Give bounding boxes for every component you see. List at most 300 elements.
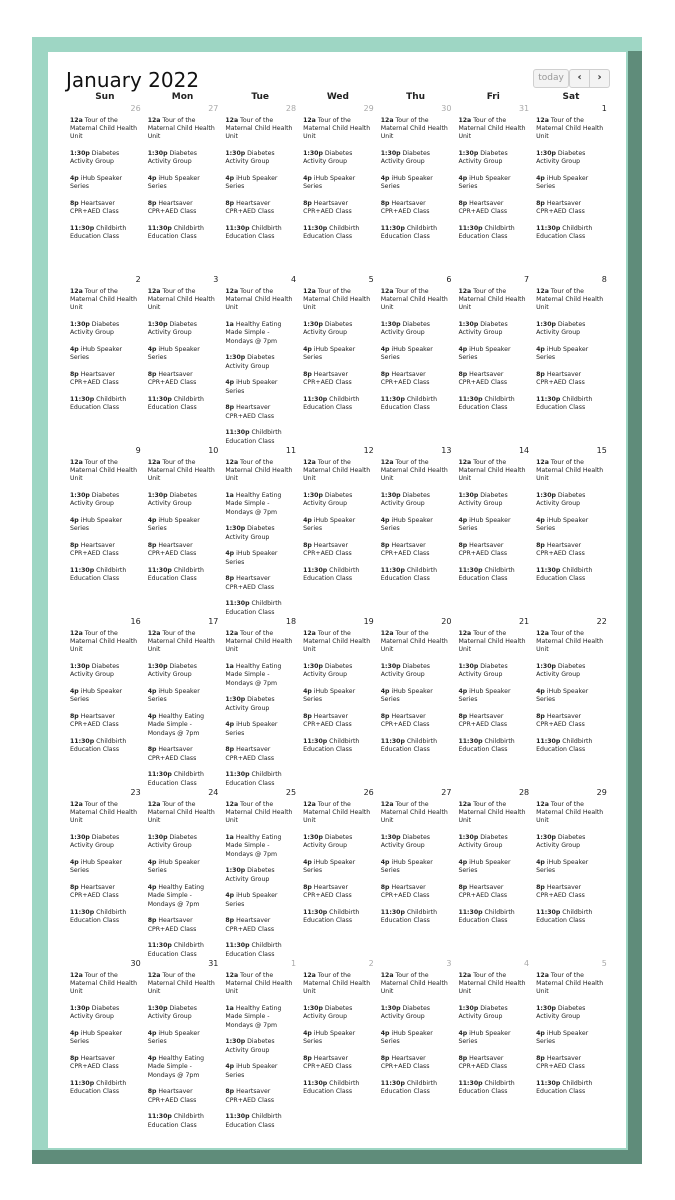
calendar-event[interactable] <box>148 492 221 508</box>
day-number[interactable]: 13 <box>441 446 452 455</box>
calendar-event[interactable] <box>70 175 143 191</box>
calendar-event[interactable] <box>225 175 298 191</box>
calendar-event[interactable] <box>70 1030 143 1046</box>
calendar-event[interactable] <box>70 288 143 313</box>
calendar-event[interactable] <box>381 346 454 362</box>
calendar-event[interactable] <box>458 567 531 583</box>
calendar-event[interactable] <box>148 713 221 738</box>
calendar-event[interactable] <box>70 117 143 142</box>
calendar-event[interactable] <box>381 630 454 655</box>
calendar-event[interactable] <box>148 1030 221 1046</box>
calendar-event[interactable] <box>458 630 531 655</box>
calendar-event[interactable] <box>458 150 531 166</box>
calendar-event[interactable] <box>148 459 221 484</box>
calendar-event[interactable] <box>536 200 609 216</box>
day-number[interactable]: 3 <box>446 959 452 968</box>
calendar-event[interactable] <box>70 371 143 387</box>
calendar-event[interactable] <box>148 225 221 241</box>
calendar-event[interactable] <box>225 354 298 370</box>
day-number[interactable]: 29 <box>596 788 607 797</box>
calendar-event[interactable] <box>148 884 221 909</box>
calendar-event[interactable] <box>536 688 609 704</box>
day-number[interactable]: 28 <box>518 788 530 797</box>
calendar-event[interactable] <box>148 542 221 558</box>
day-number[interactable]: 14 <box>518 446 530 455</box>
calendar-event[interactable] <box>303 1055 376 1071</box>
day-cell[interactable] <box>532 617 610 788</box>
calendar-event[interactable] <box>225 600 298 616</box>
day-cell[interactable] <box>454 617 532 788</box>
calendar-event[interactable] <box>381 909 454 925</box>
calendar-event[interactable] <box>536 371 609 387</box>
calendar-event[interactable] <box>381 371 454 387</box>
day-cell[interactable] <box>532 275 610 446</box>
calendar-event[interactable] <box>303 117 376 142</box>
calendar-event[interactable] <box>458 909 531 925</box>
day-number[interactable]: 27 <box>441 788 452 797</box>
day-number[interactable]: 26 <box>363 788 374 797</box>
calendar-event[interactable] <box>536 117 609 142</box>
calendar-event[interactable] <box>225 225 298 241</box>
calendar-event[interactable] <box>303 1005 376 1021</box>
calendar-event[interactable] <box>225 801 298 826</box>
calendar-event[interactable] <box>303 517 376 533</box>
calendar-event[interactable] <box>381 321 454 337</box>
calendar-event[interactable] <box>536 884 609 900</box>
calendar-event[interactable] <box>458 517 531 533</box>
day-number[interactable]: 24 <box>208 788 219 797</box>
day-cell[interactable] <box>454 275 532 446</box>
calendar-event[interactable] <box>225 746 298 762</box>
calendar-event[interactable] <box>148 396 221 412</box>
day-cell[interactable] <box>66 617 144 788</box>
calendar-event[interactable] <box>303 371 376 387</box>
day-number[interactable]: 31 <box>208 959 219 968</box>
day-number[interactable]: 18 <box>285 617 297 626</box>
calendar-event[interactable] <box>225 200 298 216</box>
day-number[interactable]: 21 <box>518 617 530 626</box>
calendar-event[interactable] <box>70 321 143 337</box>
calendar-event[interactable] <box>536 542 609 558</box>
calendar-event[interactable] <box>536 909 609 925</box>
calendar-event[interactable] <box>303 175 376 191</box>
day-cell[interactable] <box>299 617 377 788</box>
day-number[interactable]: 12 <box>363 446 374 455</box>
calendar-event[interactable] <box>458 884 531 900</box>
calendar-event[interactable] <box>148 771 221 787</box>
day-cell[interactable] <box>377 446 455 617</box>
calendar-event[interactable] <box>303 1080 376 1096</box>
calendar-event[interactable] <box>303 288 376 313</box>
calendar-event[interactable] <box>303 492 376 508</box>
day-number[interactable]: 30 <box>130 959 141 968</box>
calendar-event[interactable] <box>458 346 531 362</box>
calendar-event[interactable] <box>303 1030 376 1046</box>
calendar-event[interactable] <box>225 379 298 395</box>
calendar-event[interactable] <box>225 150 298 166</box>
day-cell[interactable] <box>454 104 532 275</box>
day-number[interactable]: 3 <box>213 275 219 284</box>
calendar-event[interactable] <box>458 225 531 241</box>
calendar-event[interactable] <box>536 1080 609 1096</box>
day-number[interactable]: 8 <box>601 275 607 284</box>
calendar-event[interactable] <box>381 801 454 826</box>
calendar-event[interactable] <box>536 663 609 679</box>
day-cell[interactable] <box>221 617 299 788</box>
day-number[interactable]: 5 <box>601 959 607 968</box>
calendar-event[interactable] <box>70 801 143 826</box>
calendar-event[interactable] <box>458 492 531 508</box>
calendar-event[interactable] <box>225 321 298 346</box>
calendar-event[interactable] <box>381 517 454 533</box>
calendar-event[interactable] <box>148 200 221 216</box>
next-month-button[interactable] <box>590 69 610 88</box>
calendar-event[interactable] <box>458 663 531 679</box>
calendar-event[interactable] <box>458 713 531 729</box>
calendar-event[interactable] <box>381 688 454 704</box>
calendar-event[interactable] <box>70 738 143 754</box>
calendar-event[interactable] <box>458 1005 531 1021</box>
calendar-event[interactable] <box>148 859 221 875</box>
day-cell[interactable] <box>377 788 455 959</box>
day-cell[interactable] <box>221 275 299 446</box>
calendar-event[interactable] <box>225 429 298 445</box>
calendar-event[interactable] <box>381 150 454 166</box>
calendar-event[interactable] <box>458 459 531 484</box>
calendar-event[interactable] <box>70 1055 143 1071</box>
calendar-event[interactable] <box>381 1005 454 1021</box>
calendar-event[interactable] <box>303 834 376 850</box>
calendar-event[interactable] <box>70 972 143 997</box>
calendar-event[interactable] <box>536 567 609 583</box>
calendar-event[interactable] <box>225 492 298 517</box>
calendar-event[interactable] <box>381 1030 454 1046</box>
calendar-event[interactable] <box>536 1005 609 1021</box>
day-cell[interactable] <box>221 959 299 1130</box>
calendar-event[interactable] <box>70 150 143 166</box>
day-number[interactable]: 1 <box>601 104 607 113</box>
calendar-event[interactable] <box>225 575 298 591</box>
calendar-event[interactable] <box>458 542 531 558</box>
calendar-event[interactable] <box>70 884 143 900</box>
day-number[interactable]: 1 <box>290 959 297 968</box>
calendar-event[interactable] <box>225 117 298 142</box>
day-cell[interactable] <box>377 617 455 788</box>
day-cell[interactable] <box>532 446 610 617</box>
day-number[interactable]: 6 <box>446 275 452 284</box>
calendar-event[interactable] <box>148 371 221 387</box>
calendar-event[interactable] <box>458 1055 531 1071</box>
calendar-event[interactable] <box>381 738 454 754</box>
calendar-event[interactable] <box>458 972 531 997</box>
day-number[interactable]: 4 <box>290 275 297 284</box>
day-cell[interactable] <box>454 788 532 959</box>
day-number[interactable]: 30 <box>441 104 452 113</box>
calendar-event[interactable] <box>303 225 376 241</box>
calendar-event[interactable] <box>148 288 221 313</box>
calendar-event[interactable] <box>148 150 221 166</box>
calendar-event[interactable] <box>225 663 298 688</box>
calendar-event[interactable] <box>536 396 609 412</box>
calendar-event[interactable] <box>225 288 298 313</box>
calendar-event[interactable] <box>536 346 609 362</box>
calendar-event[interactable] <box>536 972 609 997</box>
day-cell[interactable] <box>377 959 455 1130</box>
calendar-event[interactable] <box>303 972 376 997</box>
day-cell[interactable] <box>144 617 222 788</box>
calendar-event[interactable] <box>303 542 376 558</box>
calendar-event[interactable] <box>303 663 376 679</box>
calendar-event[interactable] <box>303 396 376 412</box>
calendar-event[interactable] <box>303 738 376 754</box>
day-number[interactable]: 2 <box>135 275 141 284</box>
calendar-event[interactable] <box>458 738 531 754</box>
day-cell[interactable] <box>299 446 377 617</box>
calendar-event[interactable] <box>303 321 376 337</box>
calendar-event[interactable] <box>148 663 221 679</box>
day-cell[interactable] <box>454 446 532 617</box>
day-cell[interactable] <box>454 959 532 1130</box>
calendar-event[interactable] <box>70 713 143 729</box>
calendar-event[interactable] <box>536 492 609 508</box>
day-cell[interactable] <box>532 959 610 1130</box>
calendar-event[interactable] <box>303 909 376 925</box>
calendar-event[interactable] <box>536 630 609 655</box>
calendar-event[interactable] <box>225 917 298 933</box>
calendar-event[interactable] <box>225 942 298 958</box>
calendar-event[interactable] <box>225 550 298 566</box>
calendar-event[interactable] <box>381 663 454 679</box>
calendar-event[interactable] <box>148 688 221 704</box>
calendar-event[interactable] <box>536 175 609 191</box>
calendar-event[interactable] <box>148 175 221 191</box>
day-cell[interactable] <box>144 104 222 275</box>
day-number[interactable]: 9 <box>135 446 141 455</box>
calendar-event[interactable] <box>225 459 298 484</box>
day-cell[interactable] <box>532 104 610 275</box>
calendar-event[interactable] <box>225 525 298 541</box>
day-number[interactable]: 11 <box>285 446 297 455</box>
calendar-event[interactable] <box>225 972 298 997</box>
day-cell[interactable] <box>66 446 144 617</box>
calendar-event[interactable] <box>381 117 454 142</box>
calendar-event[interactable] <box>70 396 143 412</box>
calendar-event[interactable] <box>225 1088 298 1104</box>
calendar-event[interactable] <box>458 1080 531 1096</box>
calendar-event[interactable] <box>148 1055 221 1080</box>
calendar-event[interactable] <box>381 567 454 583</box>
calendar-event[interactable] <box>303 713 376 729</box>
calendar-event[interactable] <box>381 542 454 558</box>
calendar-event[interactable] <box>70 909 143 925</box>
calendar-event[interactable] <box>536 834 609 850</box>
calendar-event[interactable] <box>381 713 454 729</box>
calendar-event[interactable] <box>536 801 609 826</box>
calendar-event[interactable] <box>458 321 531 337</box>
calendar-event[interactable] <box>458 371 531 387</box>
calendar-event[interactable] <box>381 834 454 850</box>
day-number[interactable]: 7 <box>524 275 530 284</box>
day-number[interactable]: 26 <box>130 104 141 113</box>
calendar-event[interactable] <box>148 1113 221 1129</box>
calendar-event[interactable] <box>148 567 221 583</box>
calendar-event[interactable] <box>458 117 531 142</box>
day-number[interactable]: 20 <box>441 617 452 626</box>
calendar-event[interactable] <box>381 396 454 412</box>
day-cell[interactable] <box>66 275 144 446</box>
calendar-event[interactable] <box>70 567 143 583</box>
calendar-event[interactable] <box>148 746 221 762</box>
calendar-event[interactable] <box>70 517 143 533</box>
calendar-event[interactable] <box>70 200 143 216</box>
calendar-event[interactable] <box>148 1088 221 1104</box>
calendar-event[interactable] <box>536 288 609 313</box>
calendar-event[interactable] <box>70 630 143 655</box>
calendar-event[interactable] <box>458 834 531 850</box>
calendar-event[interactable] <box>381 225 454 241</box>
day-number[interactable]: 22 <box>596 617 607 626</box>
calendar-event[interactable] <box>536 713 609 729</box>
calendar-event[interactable] <box>225 771 298 787</box>
calendar-event[interactable] <box>148 517 221 533</box>
calendar-event[interactable] <box>225 404 298 420</box>
prev-month-button[interactable] <box>569 69 590 88</box>
calendar-event[interactable] <box>536 859 609 875</box>
day-cell[interactable] <box>221 104 299 275</box>
calendar-event[interactable] <box>381 972 454 997</box>
calendar-event[interactable] <box>225 721 298 737</box>
day-number[interactable]: 15 <box>596 446 607 455</box>
calendar-event[interactable] <box>70 225 143 241</box>
calendar-event[interactable] <box>225 1038 298 1054</box>
day-cell[interactable] <box>221 788 299 959</box>
day-number[interactable]: 23 <box>130 788 141 797</box>
calendar-event[interactable] <box>458 288 531 313</box>
calendar-event[interactable] <box>148 117 221 142</box>
day-cell[interactable] <box>144 275 222 446</box>
calendar-event[interactable] <box>536 459 609 484</box>
calendar-event[interactable] <box>70 688 143 704</box>
day-cell[interactable] <box>66 959 144 1130</box>
calendar-event[interactable] <box>148 346 221 362</box>
calendar-event[interactable] <box>458 688 531 704</box>
calendar-event[interactable] <box>536 150 609 166</box>
day-number[interactable]: 19 <box>363 617 374 626</box>
calendar-event[interactable] <box>303 200 376 216</box>
calendar-event[interactable] <box>381 492 454 508</box>
calendar-event[interactable] <box>381 175 454 191</box>
calendar-event[interactable] <box>225 867 298 883</box>
calendar-event[interactable] <box>303 630 376 655</box>
day-cell[interactable] <box>66 104 144 275</box>
day-cell[interactable] <box>66 788 144 959</box>
calendar-event[interactable] <box>381 1055 454 1071</box>
calendar-event[interactable] <box>70 542 143 558</box>
day-cell[interactable] <box>144 959 222 1130</box>
calendar-event[interactable] <box>225 630 298 655</box>
calendar-event[interactable] <box>303 801 376 826</box>
day-cell[interactable] <box>299 959 377 1130</box>
day-number[interactable]: 29 <box>363 104 374 113</box>
calendar-event[interactable] <box>381 459 454 484</box>
calendar-event[interactable] <box>536 225 609 241</box>
calendar-event[interactable] <box>148 801 221 826</box>
calendar-event[interactable] <box>70 1080 143 1096</box>
day-cell[interactable] <box>144 446 222 617</box>
calendar-event[interactable] <box>225 834 298 859</box>
calendar-event[interactable] <box>536 1030 609 1046</box>
day-cell[interactable] <box>299 104 377 275</box>
calendar-event[interactable] <box>458 200 531 216</box>
day-cell[interactable] <box>144 788 222 959</box>
day-number[interactable]: 31 <box>518 104 530 113</box>
day-cell[interactable] <box>221 446 299 617</box>
day-number[interactable]: 10 <box>208 446 219 455</box>
calendar-event[interactable] <box>536 1055 609 1071</box>
day-number[interactable]: 4 <box>524 959 530 968</box>
calendar-event[interactable] <box>225 1113 298 1129</box>
calendar-event[interactable] <box>303 459 376 484</box>
calendar-event[interactable] <box>70 346 143 362</box>
calendar-event[interactable] <box>70 459 143 484</box>
calendar-event[interactable] <box>381 1080 454 1096</box>
calendar-event[interactable] <box>381 859 454 875</box>
calendar-event[interactable] <box>303 884 376 900</box>
day-number[interactable]: 25 <box>285 788 297 797</box>
calendar-event[interactable] <box>148 972 221 997</box>
day-cell[interactable] <box>532 788 610 959</box>
calendar-event[interactable] <box>303 859 376 875</box>
calendar-event[interactable] <box>381 884 454 900</box>
calendar-event[interactable] <box>148 942 221 958</box>
day-cell[interactable] <box>299 275 377 446</box>
day-number[interactable]: 27 <box>208 104 219 113</box>
calendar-event[interactable] <box>225 892 298 908</box>
day-cell[interactable] <box>299 788 377 959</box>
calendar-event[interactable] <box>148 1005 221 1021</box>
calendar-event[interactable] <box>148 917 221 933</box>
day-cell[interactable] <box>377 104 455 275</box>
calendar-event[interactable] <box>458 801 531 826</box>
day-number[interactable]: 28 <box>285 104 297 113</box>
calendar-event[interactable] <box>303 688 376 704</box>
calendar-event[interactable] <box>381 288 454 313</box>
calendar-event[interactable] <box>536 517 609 533</box>
calendar-event[interactable] <box>225 696 298 712</box>
calendar-event[interactable] <box>70 663 143 679</box>
calendar-event[interactable] <box>536 738 609 754</box>
day-number[interactable]: 17 <box>208 617 219 626</box>
day-number[interactable]: 16 <box>130 617 141 626</box>
calendar-event[interactable] <box>148 834 221 850</box>
calendar-event[interactable] <box>381 200 454 216</box>
calendar-event[interactable] <box>303 567 376 583</box>
calendar-event[interactable] <box>70 1005 143 1021</box>
calendar-event[interactable] <box>303 346 376 362</box>
day-number[interactable]: 5 <box>368 275 374 284</box>
calendar-event[interactable] <box>225 1063 298 1079</box>
day-number[interactable]: 2 <box>368 959 374 968</box>
calendar-event[interactable] <box>458 1030 531 1046</box>
calendar-event[interactable] <box>536 321 609 337</box>
calendar-event[interactable] <box>148 630 221 655</box>
calendar-event[interactable] <box>458 175 531 191</box>
calendar-event[interactable] <box>458 396 531 412</box>
calendar-event[interactable] <box>303 150 376 166</box>
calendar-event[interactable] <box>225 1005 298 1030</box>
day-cell[interactable] <box>377 275 455 446</box>
calendar-event[interactable] <box>70 859 143 875</box>
